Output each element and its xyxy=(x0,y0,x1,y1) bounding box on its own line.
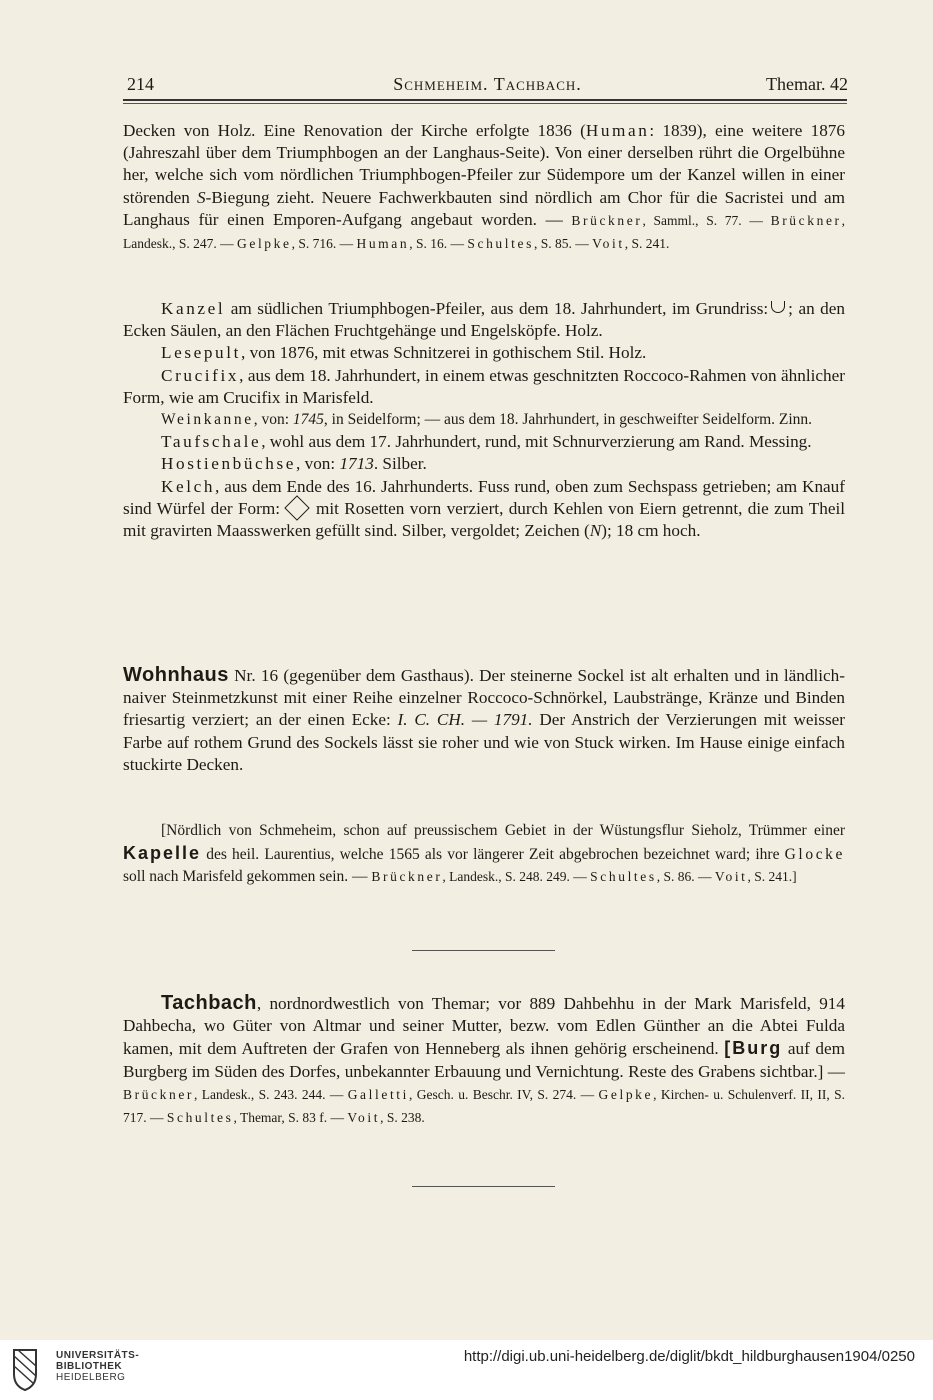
institution-name: UNIVERSITÄTS- BIBLIOTHEK HEIDELBERG xyxy=(56,1350,140,1383)
page-number: 214 xyxy=(127,74,154,94)
heading-tachbach: Tachbach xyxy=(161,992,257,1014)
university-library-logo-icon xyxy=(10,1346,40,1392)
entry-weinkanne: Weinkanne, von: 1745, in Seidelform; — aus dem 18. Jahrhundert, in geschweifter Seidelform. Zinn. xyxy=(161,411,813,429)
ground-plan-symbol-icon xyxy=(771,301,785,313)
section-divider-end xyxy=(412,1186,555,1187)
running-header-right: Themar. 42 xyxy=(766,74,848,94)
diamond-shape-icon xyxy=(284,495,309,520)
note-kapelle: [Nördlich von Schmeheim, schon auf preussischem Gebiet in der Wüstungsflur Sieholz, Trümmer einer Kapelle des heil. Laurentius, welche 1565 als vor längerer Zeit abgebrochen bezeichnet ward; ihre Glocke soll nach Marisfeld gekommen sein. — Brückner, Landesk., S. 248. 249. — Schultes, S. 86. — Voit, S. 241.] xyxy=(123,822,845,886)
entry-kanzel: Kanzel am südlichen Triumphbogen-Pfeiler, aus dem 18. Jahrhundert, im Grundriss: ; an den Ecken Säulen, an den Flächen Fruchtgehänge und Engelsköpfe. Holz. xyxy=(123,299,845,341)
heading-wohnhaus: Wohnhaus xyxy=(123,664,229,686)
header-rule xyxy=(123,99,847,101)
entry-kelch: Kelch, aus dem Ende des 16. Jahrhunderts. Fuss rund, oben zum Sechspass getrieben; am Knauf sind Würfel der Form: mit Rosetten vorn verziert, durch Kehlen von Eiern getrennt, die zum Theil mit gravirten Maasswerken gefüllt sind. Silber, vergoldet; Zeichen (N); 18 cm hoch. xyxy=(123,476,845,541)
heading-kapelle: Kapelle xyxy=(123,843,202,864)
wohnhaus-paragraph: Wohnhaus Nr. 16 (gegenüber dem Gasthaus). Der steinerne Sockel ist alt erhalten und in ländlich-naiver Steinmetzkunst mit einer Reihe einzelner Roccoco-Schnörkel, Laubstränge, Kränze und Binden friesartig verziert; an der einen Ecke: I. C. CH. — 1791. Der Anstrich der Verzierungen mit weisser Farbe auf rothem Grund des Sockels lässt sie roher und wie von Stuck wirken. Im Hause einige einfach stuckirte Decken. xyxy=(123,664,845,774)
entry-taufschale: Taufschale, wohl aus dem 17. Jahrhundert, rund, mit Schnurverzierung am Rand. Messing. xyxy=(161,432,812,452)
section-divider xyxy=(412,950,555,951)
header-rule-thin xyxy=(123,103,847,104)
intro-paragraph: Decken von Holz. Eine Renovation der Kirche erfolgte 1836 (Human: 1839), eine weitere 1876 (Jahreszahl über dem Triumphbogen an der Langhaus-Seite). Von einer derselben rührt die Orgelbühne her, welche sich vom nördlichen Triumphbogen-Pfeiler zur Südempore um der Kanzel willen in einer störenden S-Biegung zieht. Neuere Fachwerkbauten sind nördlich am Chor für die Sacristei und am Langhaus für einen Emporen-Aufgang angebaut worden. — Brückner, Samml., S. 77. — Brückner, Landesk., S. 247. — Gelpke, S. 716. — Human, S. 16. — Schultes, S. 85. — Voit, S. 241. xyxy=(123,121,846,252)
tachbach-paragraph: Tachbach, nordnordwestlich von Themar; vor 889 Dahbehhu in der Mark Marisfeld, 914 Dahbecha, wo Güter von Altmar und seiner Mutter, bezw. vom Edlen Günther an die Abtei Fulda kamen, mit dem Auftreten der Grafen von Henneberg als ihnen gehörig erscheinend. [Burg auf dem Burgberg im Süden des Dorfes, unbekannter Erbauung und Vernichtung. Reste des Grabens sichtbar.] — Brückner, Landesk., S. 243. 244. — Galletti, Gesch. u. Beschr. IV, S. 274. — Gelpke, Kirchen- u. Schulenverf. II, II, S. 717. — Schultes, Themar, S. 83 f. — Voit, S. 238. xyxy=(123,992,845,1126)
entry-lesepult: Lesepult, von 1876, mit etwas Schnitzerei in gothischem Stil. Holz. xyxy=(161,343,647,363)
entry-hostienbuechse: Hostienbüchse, von: 1713. Silber. xyxy=(161,454,427,474)
source-url-link[interactable]: http://digi.ub.uni-heidelberg.de/diglit/bkdt_hildburghausen1904/0250 xyxy=(463,1348,915,1365)
inventory-entries xyxy=(123,298,845,542)
entry-crucifix: Crucifix, aus dem 18. Jahrhundert, in einem etwas geschnitzten Roccoco-Rahmen von ähnlicher Form, wie am Crucifix in Marisfeld. xyxy=(123,365,845,407)
running-title: Schmeheim. Tachbach. xyxy=(393,74,582,94)
heading-burg: [Burg xyxy=(724,1038,783,1059)
